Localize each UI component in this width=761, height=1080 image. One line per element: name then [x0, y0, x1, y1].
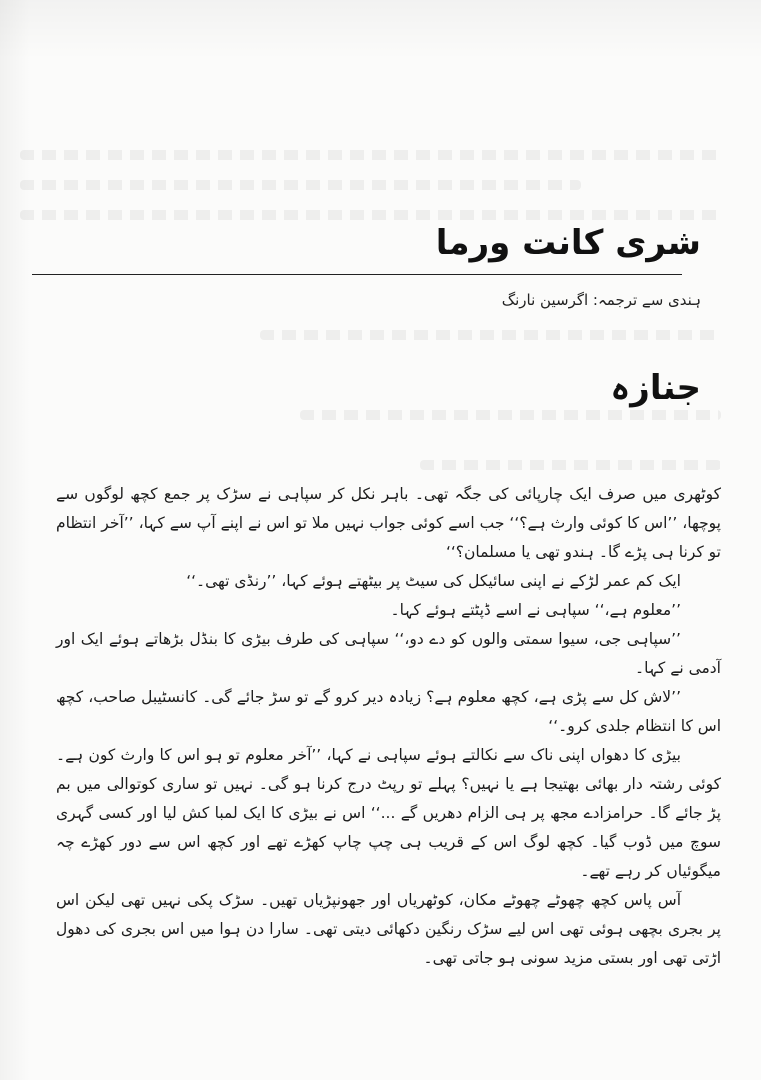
paragraph: ایک کم عمر لڑکے نے اپنی سائیکل کی سیٹ پر بیٹھتے ہوئے کہا، ’’رنڈی تھی۔‘‘: [186, 572, 681, 590]
paragraph: ’’لاش کل سے پڑی ہے، کچھ معلوم ہے؟ زیادہ دیر کرو گے تو سڑ جائے گی۔ کانسٹیبل صاحب، کچھ اس کا انتظام جلدی کرو۔‘‘: [56, 688, 721, 735]
translator-credit: ہندی سے ترجمہ: اگرسین نارنگ: [501, 291, 701, 309]
paragraph: ’’معلوم ہے،‘‘ سپاہی نے اسے ڈپٹتے ہوئے کہا۔: [390, 601, 681, 619]
paragraph: کوٹھری میں صرف ایک چارپائی کی جگہ تھی۔ باہر نکل کر سپاہی نے سڑک پر جمع کچھ لوگوں سے پوچھا، ’’اس کا کوئی وارث ہے؟‘‘ جب اسے کوئی جواب نہیں ملا تو اس نے اپنے آپ سے کہا، ’’آخر انتظام تو کرنا ہی پڑے گا۔ ہندو تھی یا مسلمان؟‘‘: [56, 485, 721, 561]
bleed-through-text: [260, 330, 721, 340]
story-body: [56, 480, 721, 973]
bleed-through-text: [420, 460, 721, 470]
paragraph: آس پاس کچھ چھوٹے چھوٹے مکان، کوٹھریاں اور جھونپڑیاں تھیں۔ سڑک پکی نہیں تھی لیکن اس پر بجری بچھی ہوئی تھی اس لیے سڑک رنگین دکھائی دیتی تھی۔ سارا دن ہوا میں اس بجری کی دھول اڑتی تھی اور بستی مزید سونی ہو جاتی تھی۔: [56, 891, 721, 967]
header-divider: [32, 274, 682, 275]
paragraph: بیڑی کا دھواں اپنی ناک سے نکالتے ہوئے سپاہی نے کہا، ’’آخر معلوم تو ہو اس کا وارث کون ہے۔ کوئی رشتہ دار بھائی بھتیجا ہے یا نہیں؟ پہلے تو رپٹ درج کرنا ہو گی۔ نہیں تو ساری کوتوالی میں بم پڑ جائے گا۔ حرامزادے مجھ پر ہی الزام دھریں گے ...‘‘ اس نے بیڑی کا ایک لمبا کش لیا اور کسی گہری سوچ میں ڈوب گیا۔ کچھ لوگ اس کے قریب ہی چپ چاپ کھڑے تھے اور کچھ اس سے دور کھڑے چہ میگوئیاں کر رہے تھے۔: [56, 746, 721, 880]
bleed-through-text: [20, 180, 581, 190]
paragraph: ’’سپاہی جی، سیوا سمتی والوں کو دے دو،‘‘ سپاہی کی طرف بیڑی کا بنڈل بڑھاتے ہوئے ایک اور آدمی نے کہا۔: [56, 630, 721, 677]
bleed-through-text: [20, 150, 721, 160]
author-name: شری کانت ورما: [435, 223, 701, 263]
story-title: جنازہ: [610, 368, 701, 408]
